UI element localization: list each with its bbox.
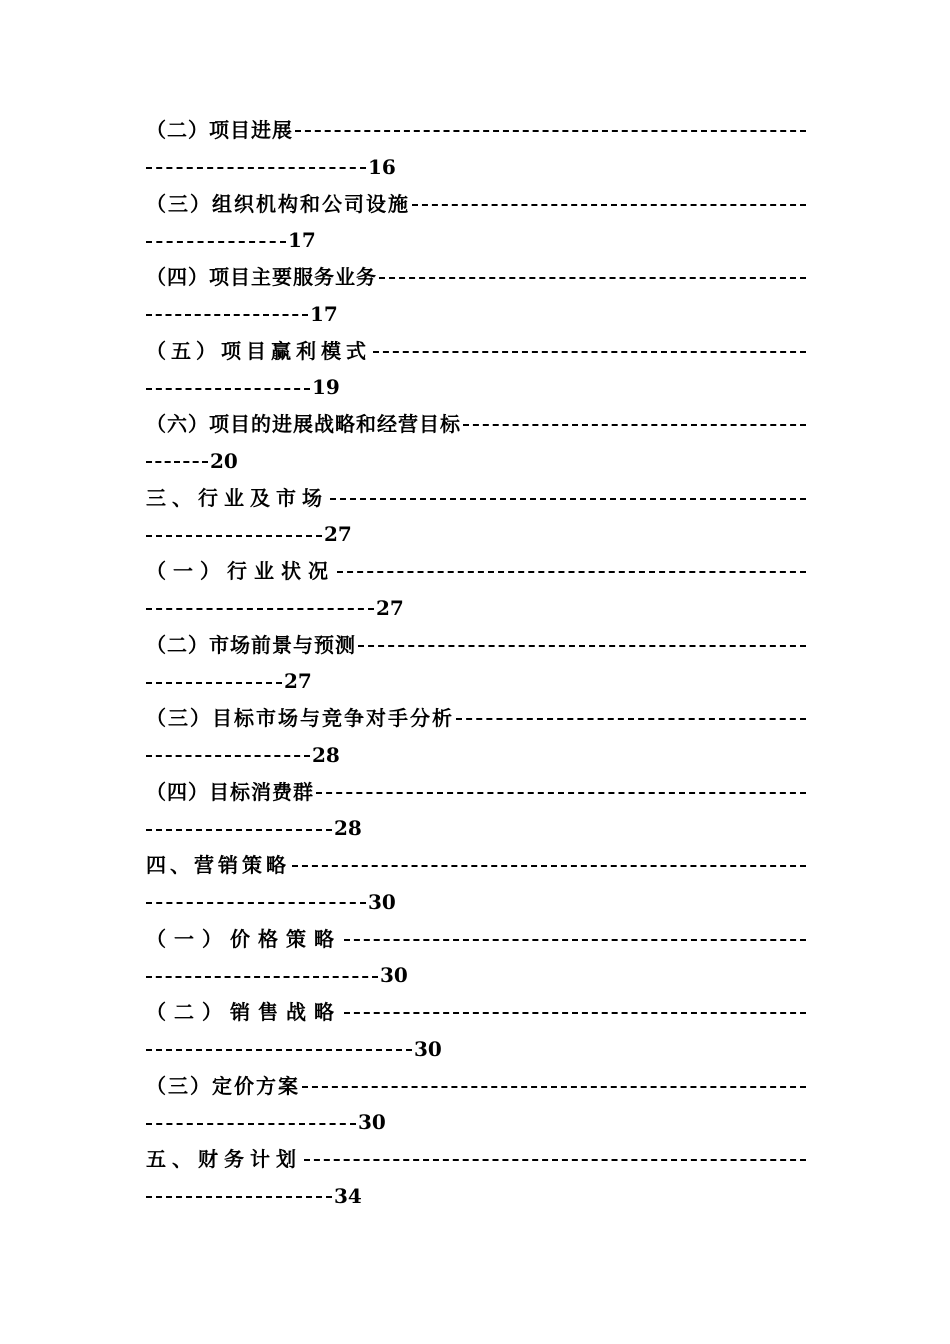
leader-dashes	[146, 167, 366, 169]
leader-dashes	[146, 1049, 412, 1051]
toc-entry-page-number: 19	[312, 375, 340, 400]
toc-entry[interactable]	[146, 186, 806, 260]
leader-dashes	[146, 682, 282, 684]
toc-entry[interactable]	[146, 112, 806, 186]
toc-entry-page-number: 17	[288, 228, 316, 253]
leader-dashes	[379, 277, 806, 279]
toc-entry-title: （四）项目主要服务业务	[146, 265, 377, 289]
toc-entry[interactable]	[146, 1141, 806, 1215]
toc-entry[interactable]	[146, 700, 806, 774]
toc-entry-page-number: 16	[368, 154, 396, 179]
toc-entry-page-number: 30	[414, 1036, 442, 1061]
toc-entry-page-number: 30	[358, 1110, 386, 1135]
toc-entry-title: （二）市场前景与预测	[146, 632, 356, 657]
leader-dashes	[358, 645, 806, 647]
toc-entry-page-number: 28	[312, 742, 340, 767]
toc-entry[interactable]	[146, 480, 806, 554]
leader-dashes	[146, 1196, 332, 1198]
toc-entry-page-number: 30	[368, 889, 396, 914]
leader-dashes	[373, 351, 806, 353]
toc-entry-title: （四）目标消费群	[146, 779, 314, 804]
toc-entry-title: 三、行业及市场	[146, 485, 328, 510]
leader-dashes	[146, 461, 208, 463]
leader-dashes	[146, 755, 310, 757]
toc-entry-title: （一）价格策略	[146, 926, 342, 951]
leader-dashes	[292, 865, 806, 867]
toc-entry[interactable]	[146, 847, 806, 921]
leader-dashes	[146, 1123, 356, 1125]
leader-dashes	[304, 1159, 806, 1161]
toc-entry-title: （五）项目赢利模式	[146, 338, 371, 363]
toc-entry[interactable]	[146, 994, 806, 1068]
toc-entry[interactable]	[146, 921, 806, 995]
leader-dashes	[344, 1012, 806, 1014]
toc-entry[interactable]	[146, 406, 806, 480]
toc-entry-title: （三）目标市场与竞争对手分析	[146, 706, 454, 730]
toc-entry-page-number: 27	[324, 522, 352, 547]
toc-entry-title: （二）销售战略	[146, 1000, 342, 1024]
toc-entry[interactable]	[146, 333, 806, 407]
leader-dashes	[344, 939, 806, 941]
leader-dashes	[295, 130, 806, 132]
toc-entry-page-number: 27	[284, 669, 312, 694]
toc-entry[interactable]	[146, 259, 806, 333]
leader-dashes	[146, 976, 378, 978]
toc-entry-page-number: 28	[334, 816, 362, 841]
leader-dashes	[146, 829, 332, 831]
toc-entry-title: （三）组织机构和公司设施	[146, 191, 410, 216]
toc-entry-title: （一）行业状况	[146, 559, 335, 583]
leader-dashes	[146, 608, 374, 610]
leader-dashes	[146, 535, 322, 537]
toc-entry[interactable]	[146, 774, 806, 848]
toc-entry-title: 四、营销策略	[146, 853, 290, 877]
toc-entry[interactable]	[146, 627, 806, 701]
leader-dashes	[146, 241, 286, 243]
toc-entry-title: （六）项目的进展战略和经营目标	[146, 412, 461, 436]
toc-entry-title: （三）定价方案	[146, 1073, 300, 1098]
leader-dashes	[146, 902, 366, 904]
leader-dashes	[337, 571, 806, 573]
toc-entry-page-number: 27	[376, 595, 404, 620]
leader-dashes	[146, 314, 308, 316]
leader-dashes	[302, 1086, 806, 1088]
toc-entry-page-number: 30	[380, 963, 408, 988]
toc-entry[interactable]	[146, 1068, 806, 1142]
leader-dashes	[146, 388, 310, 390]
leader-dashes	[330, 498, 806, 500]
leader-dashes	[463, 424, 806, 426]
toc-entry-title: 五、财务计划	[146, 1147, 302, 1171]
toc-entry-page-number: 34	[334, 1183, 362, 1208]
leader-dashes	[412, 204, 806, 206]
toc-entry-page-number: 17	[310, 301, 338, 326]
leader-dashes	[456, 718, 806, 720]
toc-entry[interactable]	[146, 553, 806, 627]
leader-dashes	[316, 792, 806, 794]
toc-entry-title: （二）项目进展	[146, 118, 293, 142]
toc-entry-page-number: 20	[210, 448, 238, 473]
table-of-contents	[146, 112, 806, 1215]
